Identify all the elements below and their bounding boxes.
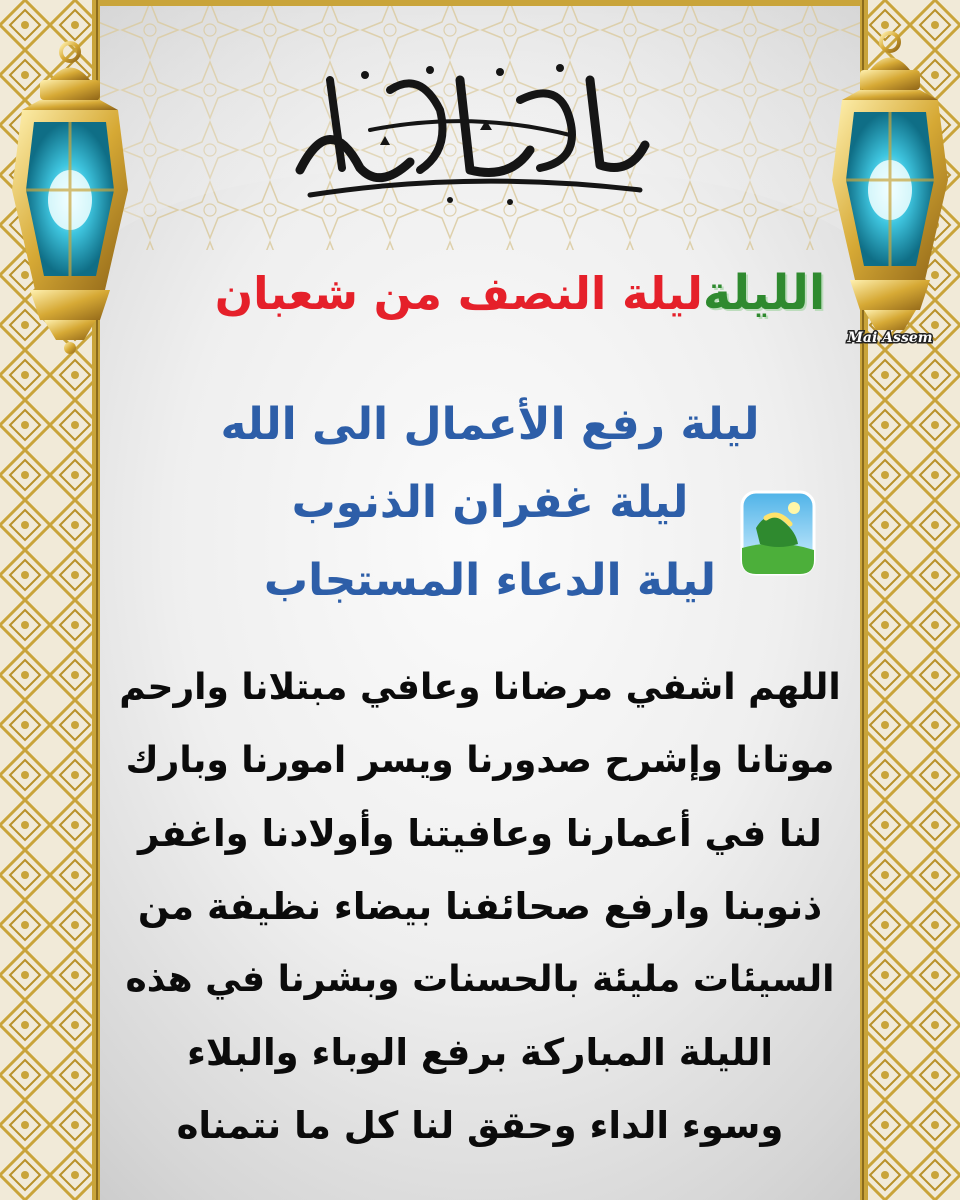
subtitle-line-2: ليلة غفران الذنوب	[291, 477, 689, 528]
right-lantern-icon	[820, 30, 960, 350]
team-jannah-logo	[738, 488, 818, 578]
subtitle-line-3: ليلة الدعاء المستجاب	[263, 555, 717, 606]
prayer-line-1: اللهم اشفي مرضانا وعافي مبتلانا وارحم	[119, 667, 841, 708]
headline-night-of-shaaban: ليلة النصف من شعبان	[214, 267, 703, 320]
prayer-line-4: ذنوبنا وارفع صحائفنا بيضاء نظيفة من	[137, 885, 823, 928]
prayer-line-6: الليلة المباركة برفع الوباء والبلاء	[186, 1031, 774, 1074]
greeting-calligraphy-logo	[270, 50, 670, 210]
subtitle-line-1: ليلة رفع الأعمال الى الله	[220, 399, 760, 450]
headline	[210, 248, 830, 338]
prayer-line-2: موتانا وإشرح صدورنا ويسر امورنا وبارك	[125, 740, 835, 781]
prayer-line-3: لنا في أعمارنا وعافيتنا وأولادنا واغفر	[138, 812, 822, 855]
mai-assem-watermark	[838, 326, 942, 348]
prayer-line-5: السيئات مليئة بالحسنات وبشرنا في هذه	[125, 959, 835, 1000]
headline-tonight: الليلة	[702, 265, 826, 321]
svg-text:Mai Assem: Mai Assem	[847, 330, 933, 346]
left-lantern-icon	[0, 40, 140, 360]
prayer-line-7: وسوء الداء وحقق لنا كل ما نتمناه	[176, 1104, 784, 1147]
